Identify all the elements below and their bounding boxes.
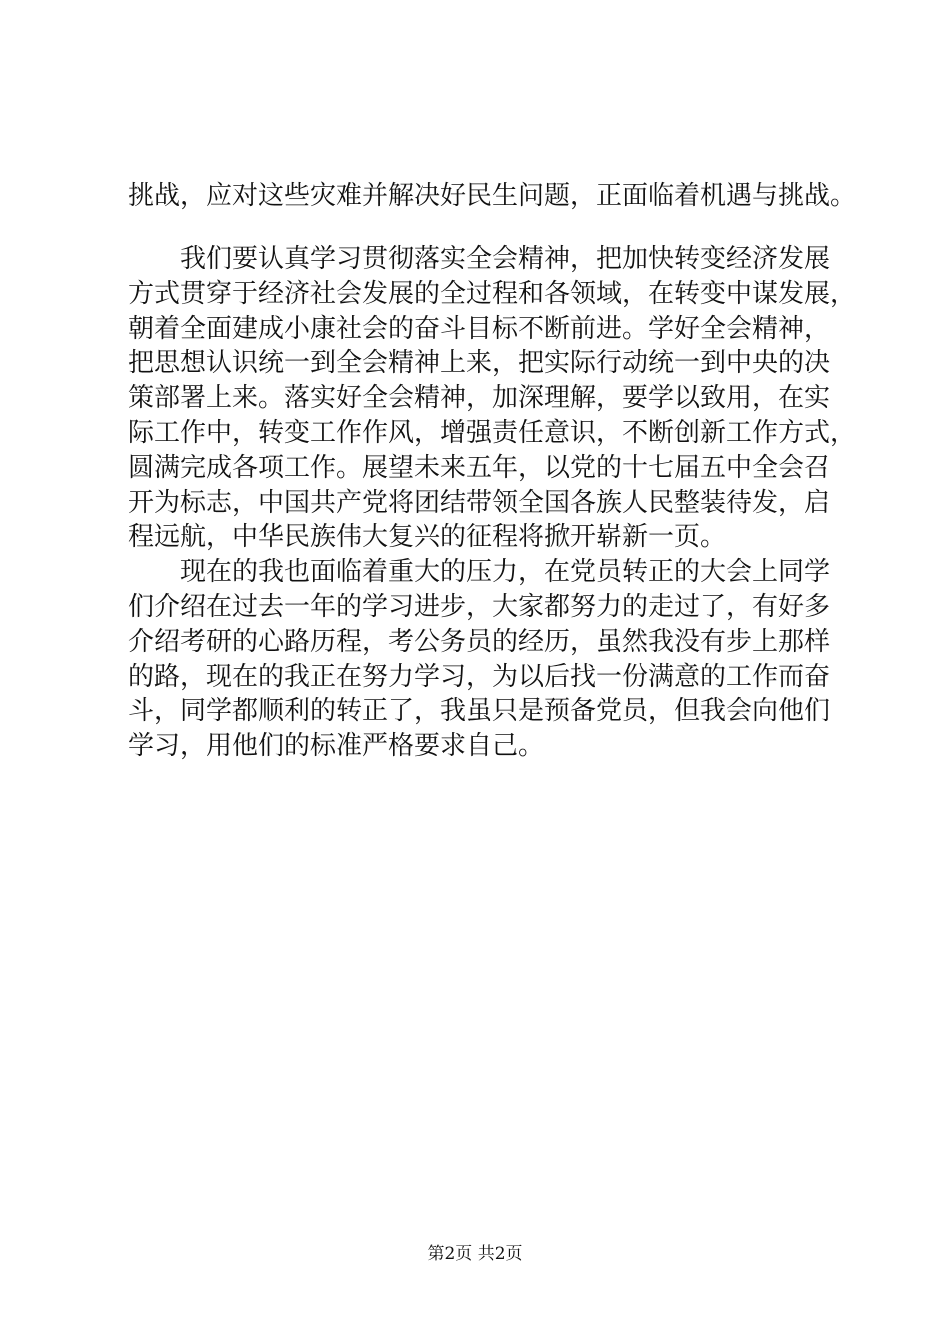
text-line: 朝着全面建成小康社会的奋斗目标不断前进。学好全会精神，: [128, 314, 831, 344]
text-line: 圆满完成各项工作。展望未来五年，以党的十七届五中全会召: [128, 453, 831, 483]
text-line: 把思想认识统一到全会精神上来，把实际行动统一到中央的决: [128, 348, 831, 378]
text-line: 介绍考研的心路历程，考公务员的经历，虽然我没有步上那样: [128, 627, 831, 657]
text-line: 我们要认真学习贯彻落实全会精神，把加快转变经济发展: [180, 244, 831, 274]
text-line: 们介绍在过去一年的学习进步，大家都努力的走过了，有好多: [128, 592, 831, 622]
text-line: 程远航，中华民族伟大复兴的征程将掀开崭新一页。: [128, 522, 727, 552]
text-line: 策部署上来。落实好全会精神，加深理解，要学以致用，在实: [128, 383, 831, 413]
text-line: 学习，用他们的标准严格要求自己。: [128, 731, 545, 761]
text-line: 现在的我也面临着重大的压力，在党员转正的大会上同学: [180, 557, 831, 587]
text-line: 挑战，应对这些灾难并解决好民生问题，正面临着机遇与挑战。: [128, 181, 857, 211]
text-line: 的路，现在的我正在努力学习，为以后找一份满意的工作而奋: [128, 662, 831, 692]
text-line: 开为标志，中国共产党将团结带领全国各族人民整装待发，启: [128, 488, 831, 518]
page-footer: 第2页 共2页: [427, 1244, 523, 1264]
text-line: 斗，同学都顺利的转正了，我虽只是预备党员，但我会向他们: [128, 696, 831, 726]
text-line: 方式贯穿于经济社会发展的全过程和各领域，在转变中谋发展，: [128, 279, 857, 309]
text-line: 际工作中，转变工作作风，增强责任意识，不断创新工作方式，: [128, 418, 857, 448]
